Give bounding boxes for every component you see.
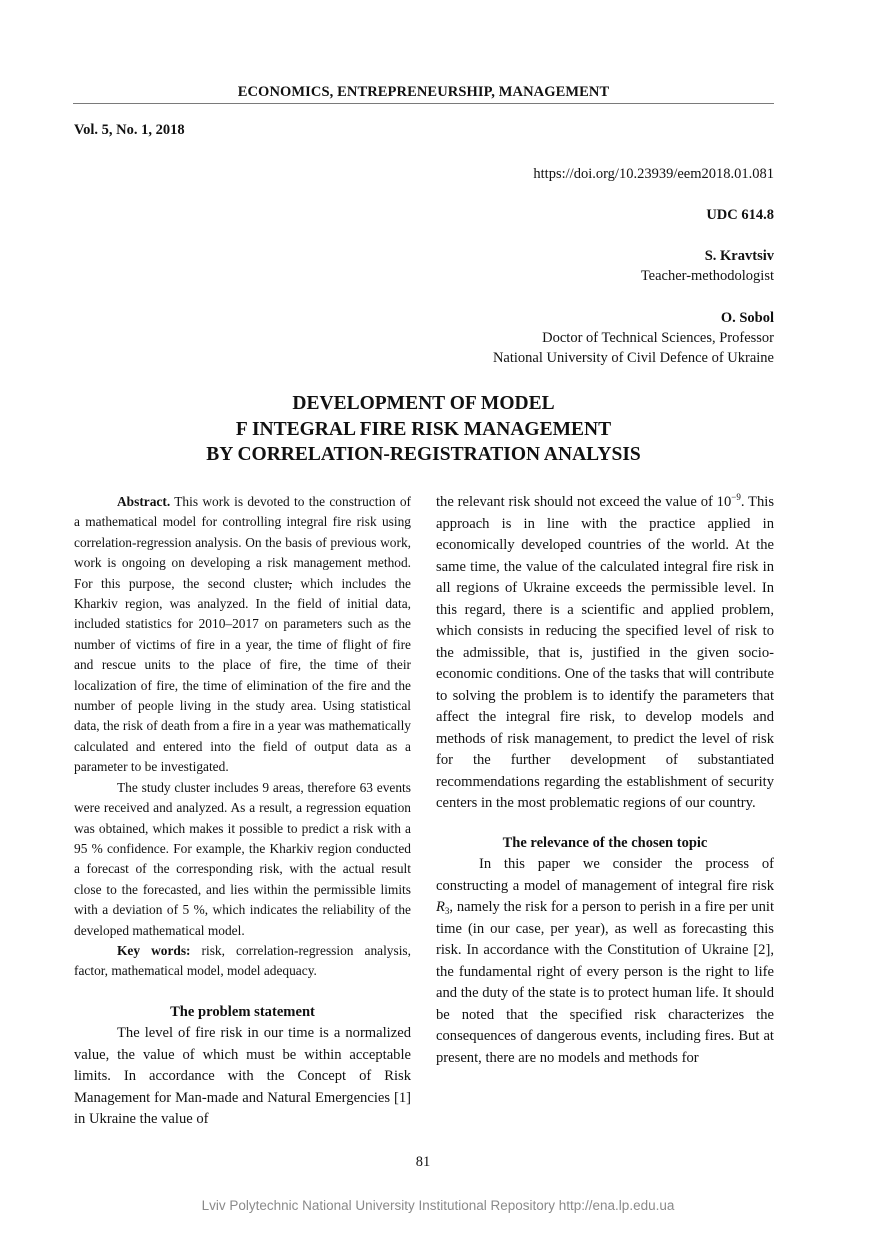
left-column (74, 492, 411, 1131)
section-heading-relevance: The relevance of the chosen topic (502, 834, 708, 851)
keywords-label: Key words: (117, 942, 191, 958)
page-number: 81 (415, 1154, 431, 1170)
doi-link[interactable]: https://doi.org/10.23939/eem2018.01.081 (533, 166, 774, 182)
keywords (74, 941, 411, 982)
author-affiliation: National University of Civil Defence of Ukraine (492, 350, 774, 366)
abstract-paragraph-1: Abstract. This work is devoted to the construction of a mathematical model for controlling integral fire risk using correlation-regression analysis. On the basis of previous work, work is ongoing on developing a risk management method. For this purpose, the second cluster, which includes the Kharkiv region, was analyzed. In the field of initial data, included statistics for 2010–2017 on parameters such as the number of victims of fire in a year, the time of flight of fire and rescue units to the place of fire, the time of their localization of fire, the time of elimination of the fire and the number of people living in the study area. Using statistical data, the risk of death from a fire in a year was mathematically calculated and entered into the field of output data as a parameter to be investigated. (74, 494, 411, 775)
title-line-3: BY CORRELATION-REGISTRATION ANALYSIS (206, 444, 641, 465)
author-name: S. Kravtsiv (704, 248, 774, 264)
repository-footer[interactable]: Lviv Polytechnic National University Institutional Repository http://ena.lp.edu.ua (201, 1198, 675, 1213)
journal-title: ECONOMICS, ENTREPRENEURSHIP, MANAGEMENT (237, 84, 610, 100)
title-line-2: F INTEGRAL FIRE RISK MANAGEMENT (235, 418, 612, 440)
header-divider (73, 103, 774, 104)
relevance-paragraph: In this paper we consider the process of constructing a model of management of integral fire risk $R_3$, namely the risk for a person to perish in a fire per unit time (in our case, per year), as well as forecasting this risk. In accordance with the Constitution of Ukraine [2], the fundamental right of every person is the right to life and the duty of the state is to protect human life. It should be noted that the specified risk characterizes the consequences of dangerous events, including fires. But at present, there are no models and methods for (436, 856, 774, 1066)
section-heading-problem: The problem statement (170, 1003, 315, 1020)
author-block-1 (641, 246, 774, 286)
keywords-list: risk, correlation-regression analysis, factor, mathematical model, model adequacy. (74, 942, 411, 979)
title-line-1: DEVELOPMENT OF MODEL (292, 393, 555, 414)
volume-issue: Vol. 5, No. 1, 2018 (74, 122, 185, 138)
abstract-paragraph-2: The study cluster includes 9 areas, therefore 63 events were received and analyzed. As a result, a regression equation was obtained, which makes it possible to predict a risk with a 95 % confidence. For example, the Kharkiv region conducted a forecast of the corresponding risk, with the actual result close to the forecasted, and lies within the permissible limits with a deviation of 5 %, which indicates the reliability of the developed mathematical model. (74, 779, 411, 938)
right-column (436, 492, 774, 1069)
author-position: Doctor of Technical Sciences, Professor (542, 330, 774, 346)
author-block-2 (493, 308, 774, 368)
author-position: Teacher-methodologist (640, 268, 774, 284)
struck-comma: , (288, 575, 292, 591)
udc-code: UDC 614.8 (706, 207, 774, 223)
problem-continuation: the relevant risk should not exceed the value of $10^{-9}$. This approach is in line with the practice applied in economically developed countries of the world. At the same time, the value of the calculated integral fire risk in all regions of Ukraine exceeds the permissible level. In this regard, there is a scientific and applied problem, which consists in reducing the specified level of risk to the admissible, that is, justified in the given socio-economic conditions. One of the tasks that will contribute to solving the problem is to identify the parameters that affect the integral fire risk, to develop models and methods of risk management, to predict the level of risk for the further development of substantiated recommendations regarding the establishment of security centers in the most problematic regions of our country. (436, 492, 775, 811)
paper-title (73, 391, 774, 468)
author-name: O. Sobol (720, 310, 774, 326)
problem-paragraph: The level of fire risk in our time is a normalized value, the value of which must be within acceptable limits. In accordance with the Concept of Risk Management for Man-made and Natural Emergencies [1] in Ukraine the value of (74, 1025, 411, 1128)
abstract-label: Abstract. (117, 494, 171, 509)
